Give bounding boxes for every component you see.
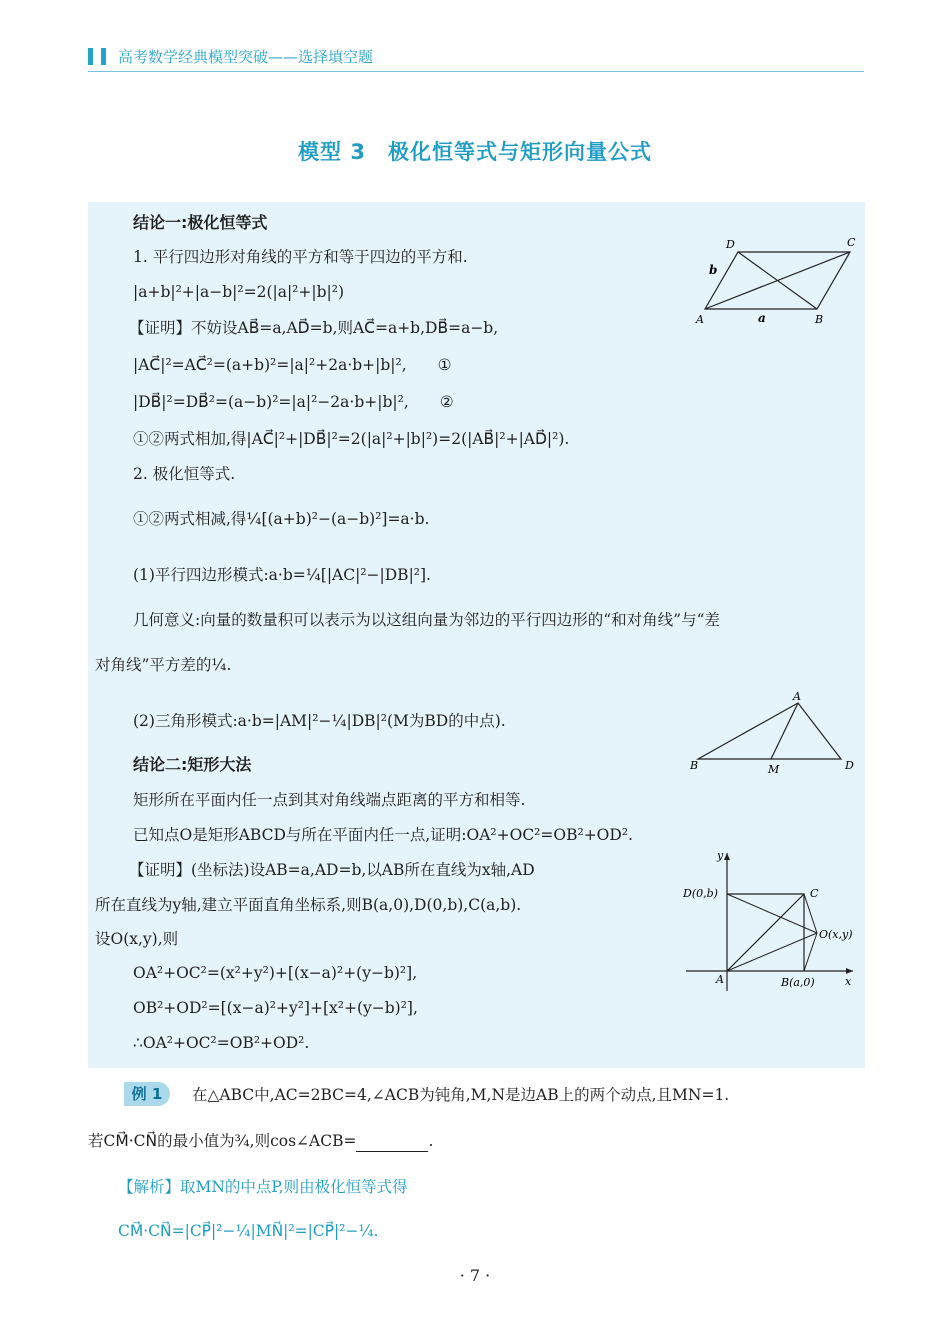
c2-line-5: 设O(x,y),则 [95, 930, 179, 948]
c2-line-7: OB²+OD²=[(x−a)²+y²]+[x²+(y−b)²], [133, 999, 418, 1017]
label-C: C [847, 236, 856, 249]
rect-label-D: D(0,b) [683, 887, 718, 900]
label-A: A [696, 313, 704, 326]
rectangle-figure [680, 845, 865, 995]
c1-line-5: |DB⃗|²=DB⃗²=(a−b)²=|a|²−2a·b+|b|², ② [133, 393, 454, 411]
label-tri-D: D [845, 759, 854, 772]
c1-line-9: (1)平行四边形模式:a·b=¼[|AC|²−|DB|²]. [133, 566, 431, 584]
example-line-2 [88, 1130, 433, 1152]
analysis-line-2: CM⃗·CN⃗=|CP⃗|²−¼|MN⃗|²=|CP⃗|²−¼. [118, 1222, 379, 1240]
label-a: a [758, 311, 766, 325]
label-B: B [815, 313, 824, 326]
label-tri-A: A [793, 690, 801, 703]
header-bar-1 [88, 48, 93, 65]
example-line-2-text: 若CM⃗·CN⃗的最小值为¾,则cos∠ACB= [88, 1132, 357, 1150]
c1-line-10: 几何意义:向量的数量积可以表示为以这组向量为邻边的平行四边形的“和对角线”与“差 [133, 611, 720, 629]
rect-label-B: B(a,0) [781, 976, 815, 989]
model-title: 模型 3 极化恒等式与矩形向量公式 [298, 140, 652, 164]
label-D: D [726, 238, 735, 251]
c2-line-4: 所在直线为y轴,建立平面直角坐标系,则B(a,0),D(0,b),C(a,b). [95, 896, 522, 914]
analysis-line-1: 【解析】取MN的中点P,则由极化恒等式得 [118, 1178, 408, 1196]
label-tri-B: B [690, 759, 699, 772]
label-b: b [709, 263, 718, 277]
c2-line-1: 矩形所在平面内任一点到其对角线端点距离的平方和相等. [133, 791, 526, 809]
c1-line-11: 对角线”平方差的¼. [95, 656, 232, 674]
page-number: · 7 · [459, 1266, 491, 1285]
c1-line-1: 1. 平行四边形对角线的平方和等于四边的平方和. [133, 248, 468, 266]
c1-line-12: (2)三角形模式:a·b=|AM|²−¼|DB|²(M为BD的中点). [133, 712, 506, 730]
answer-blank [356, 1135, 428, 1152]
example-badge: 例 1 [124, 1082, 170, 1106]
example-line-1: 在△ABC中,AC=2BC=4,∠ACB为钝角,M,N是边AB上的两个动点,且MN=1. [192, 1086, 730, 1104]
header-title: 高考数学经典模型突破——选择填空题 [118, 48, 374, 66]
c1-line-6: ①②两式相加,得|AC⃗|²+|DB⃗|²=2(|a|²+|b|²)=2(|AB⃗|²+|AD⃗|²). [133, 430, 570, 448]
header-rule [88, 71, 864, 72]
example-line-2-end: . [428, 1132, 434, 1150]
triangle-figure [685, 688, 860, 780]
parallelogram-figure [690, 232, 865, 328]
c2-line-2: 已知点O是矩形ABCD与所在平面内任一点,证明:OA²+OC²=OB²+OD². [133, 826, 633, 844]
c1-line-2: |a+b|²+|a−b|²=2(|a|²+|b|²) [133, 283, 345, 301]
rect-label-A: A [716, 973, 724, 986]
rect-label-O: O(x,y) [819, 928, 853, 941]
rect-label-C: C [810, 887, 819, 900]
conclusion2-heading: 结论二:矩形大法 [133, 755, 252, 774]
label-tri-M: M [768, 763, 780, 776]
header-bar-2 [101, 48, 106, 65]
c2-line-6: OA²+OC²=(x²+y²)+[(x−a)²+(y−b)²], [133, 964, 418, 982]
c1-line-7: 2. 极化恒等式. [133, 465, 236, 483]
c1-line-8: ①②两式相减,得¼[(a+b)²−(a−b)²]=a·b. [133, 510, 430, 528]
c2-line-8: ∴OA²+OC²=OB²+OD². [133, 1034, 310, 1052]
c1-line-3: 【证明】不妨设AB⃗=a,AD⃗=b,则AC⃗=a+b,DB⃗=a−b, [129, 319, 499, 337]
c1-line-4: |AC⃗|²=AC⃗²=(a+b)²=|a|²+2a·b+|b|², ① [133, 356, 452, 374]
conclusion1-heading: 结论一:极化恒等式 [133, 213, 268, 232]
c2-line-3: 【证明】(坐标法)设AB=a,AD=b,以AB所在直线为x轴,AD [129, 861, 535, 879]
axis-y-label: y [717, 849, 724, 862]
axis-x-label: x [845, 975, 852, 988]
